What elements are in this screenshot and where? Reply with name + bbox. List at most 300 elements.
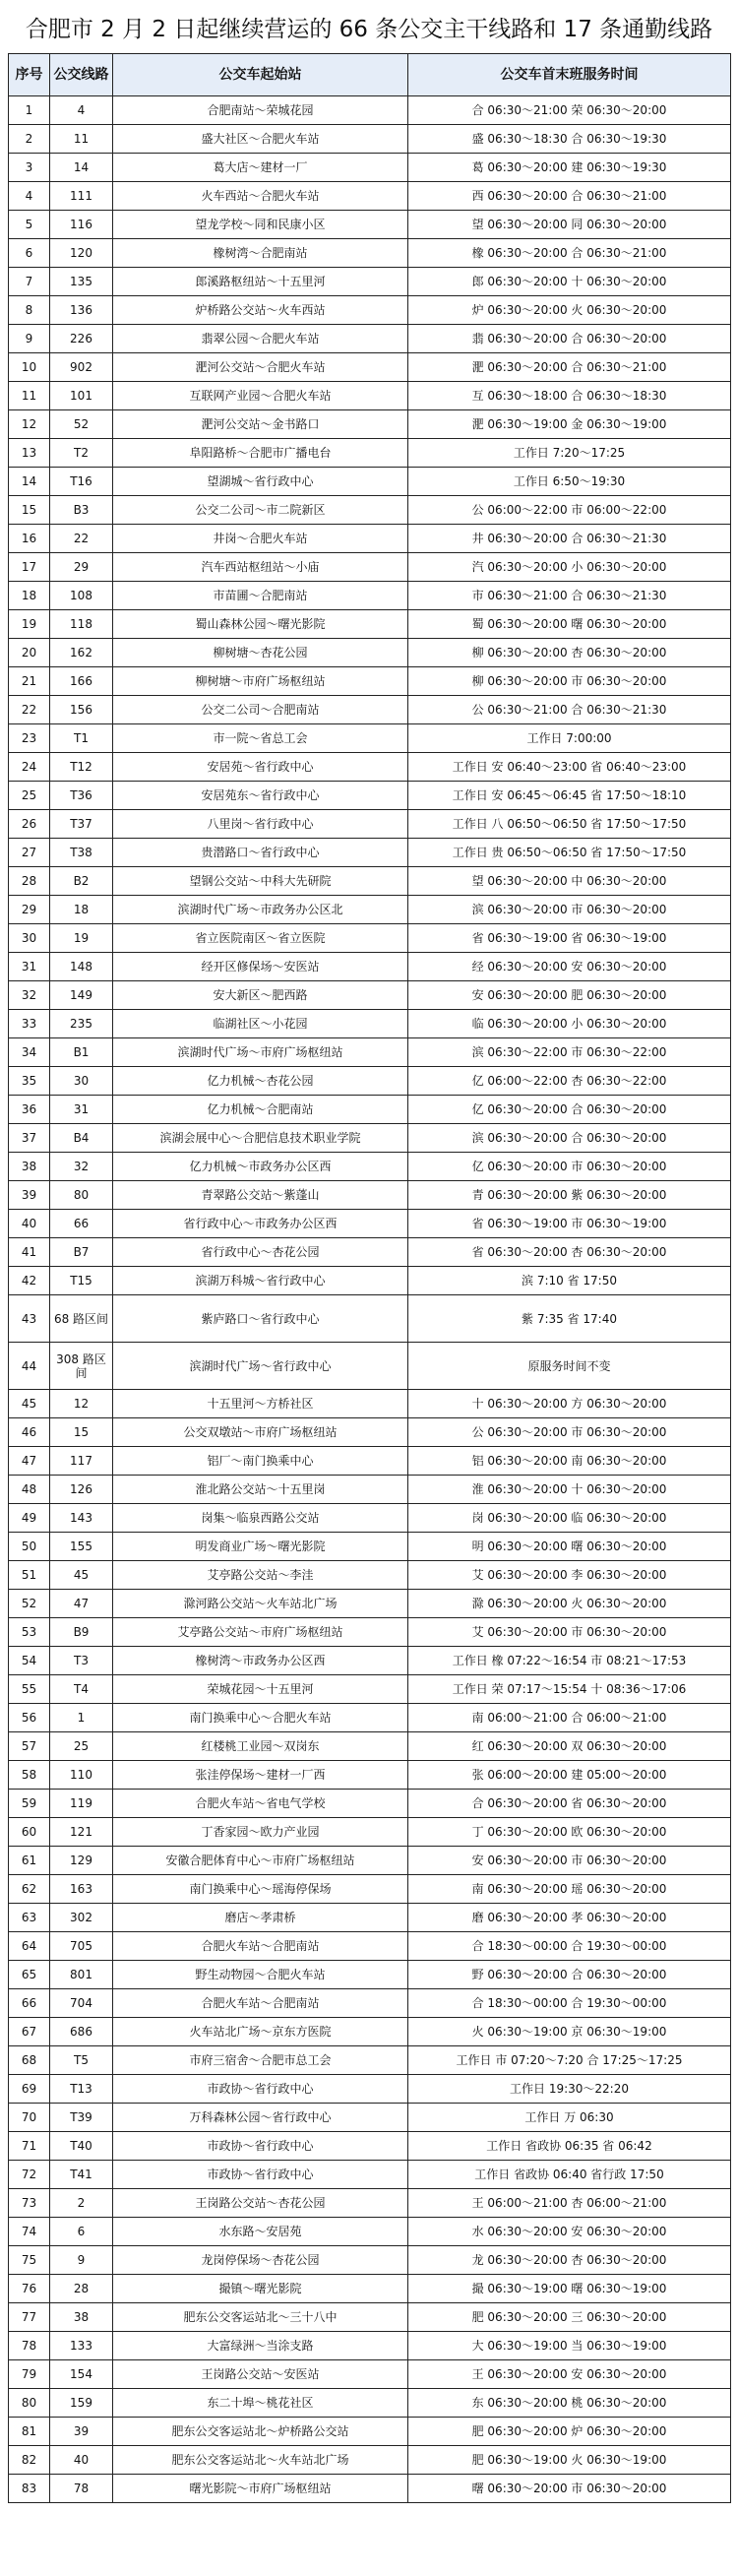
table-row <box>9 353 731 382</box>
cell-stations: 滨湖时代广场～市府广场枢纽站 <box>113 1038 408 1067</box>
cell-stations: 水东路～安居苑 <box>113 2218 408 2246</box>
cell-stations: 火车西站～合肥火车站 <box>113 182 408 211</box>
cell-times: 张 06:00～20:00 建 05:00～20:00 <box>408 1761 731 1790</box>
table-row <box>9 2332 731 2360</box>
cell-times: 淝 06:30～19:00 金 06:30～19:00 <box>408 410 731 439</box>
cell-route: 6 <box>50 2218 113 2246</box>
table-row <box>9 2189 731 2218</box>
cell-stations: 南门换乘中心～合肥火车站 <box>113 1704 408 1732</box>
cell-route: 29 <box>50 553 113 582</box>
cell-stations: 柳树塘～杏花公园 <box>113 639 408 667</box>
cell-times: 工作日 6:50～19:30 <box>408 468 731 496</box>
table-row <box>9 1904 731 1932</box>
cell-stations: 安居苑～省行政中心 <box>113 753 408 782</box>
cell-route: T3 <box>50 1647 113 1675</box>
cell-seq: 31 <box>9 953 50 981</box>
cell-seq: 64 <box>9 1932 50 1961</box>
cell-seq: 60 <box>9 1818 50 1847</box>
cell-seq: 70 <box>9 2104 50 2132</box>
table-row <box>9 296 731 325</box>
cell-stations: 南门换乘中心～瑶海停保场 <box>113 1875 408 1904</box>
table-row <box>9 2218 731 2246</box>
cell-seq: 10 <box>9 353 50 382</box>
cell-seq: 26 <box>9 810 50 839</box>
cell-route: 118 <box>50 610 113 639</box>
cell-times: 岗 06:30～20:00 临 06:30～20:00 <box>408 1504 731 1533</box>
cell-times: 互 06:30～18:00 合 06:30～18:30 <box>408 382 731 410</box>
cell-stations: 张洼停保场～建材一厂西 <box>113 1761 408 1790</box>
cell-seq: 38 <box>9 1153 50 1181</box>
cell-route: 704 <box>50 1989 113 2018</box>
table-row <box>9 211 731 239</box>
cell-seq: 33 <box>9 1010 50 1038</box>
cell-route: 143 <box>50 1504 113 1533</box>
cell-stations: 经开区修保场～安医站 <box>113 953 408 981</box>
cell-seq: 19 <box>9 610 50 639</box>
cell-seq: 71 <box>9 2132 50 2161</box>
cell-route: 38 <box>50 2303 113 2332</box>
cell-seq: 22 <box>9 696 50 724</box>
cell-stations: 公交二公司～合肥南站 <box>113 696 408 724</box>
cell-seq: 55 <box>9 1675 50 1704</box>
table-row <box>9 1790 731 1818</box>
cell-times: 肥 06:30～19:00 火 06:30～19:00 <box>408 2446 731 2475</box>
cell-route: 101 <box>50 382 113 410</box>
table-row <box>9 1181 731 1210</box>
table-row <box>9 1295 731 1343</box>
cell-seq: 63 <box>9 1904 50 1932</box>
cell-route: 1 <box>50 1704 113 1732</box>
cell-stations: 临湖社区～小花园 <box>113 1010 408 1038</box>
cell-route: 28 <box>50 2275 113 2303</box>
cell-stations: 合肥火车站～合肥南站 <box>113 1989 408 2018</box>
cell-route: 19 <box>50 924 113 953</box>
cell-stations: 滁河路公交站～火车站北广场 <box>113 1590 408 1618</box>
table-row <box>9 1476 731 1504</box>
cell-route: 121 <box>50 1818 113 1847</box>
cell-route: T2 <box>50 439 113 468</box>
cell-stations: 橡树湾～市政务办公区西 <box>113 1647 408 1675</box>
table-row <box>9 1647 731 1675</box>
table-row <box>9 1961 731 1989</box>
table-row <box>9 696 731 724</box>
cell-stations: 安居苑东～省行政中心 <box>113 782 408 810</box>
table-row <box>9 1533 731 1561</box>
table-row <box>9 782 731 810</box>
cell-seq: 78 <box>9 2332 50 2360</box>
cell-times: 淝 06:30～20:00 合 06:30～21:00 <box>408 353 731 382</box>
table-row <box>9 382 731 410</box>
cell-seq: 54 <box>9 1647 50 1675</box>
cell-stations: 炉桥路公交站～火车西站 <box>113 296 408 325</box>
cell-stations: 淮北路公交站～十五里岗 <box>113 1476 408 1504</box>
cell-stations: 撮镇～曙光影院 <box>113 2275 408 2303</box>
cell-times: 合 06:30～21:00 荣 06:30～20:00 <box>408 96 731 125</box>
table-row <box>9 724 731 753</box>
cell-seq: 67 <box>9 2018 50 2046</box>
cell-route: 4 <box>50 96 113 125</box>
cell-stations: 火车站北广场～京东方医院 <box>113 2018 408 2046</box>
cell-route: 302 <box>50 1904 113 1932</box>
table-row <box>9 953 731 981</box>
cell-times: 大 06:30～19:00 当 06:30～19:00 <box>408 2332 731 2360</box>
table-row <box>9 1590 731 1618</box>
cell-stations: 翡翠公园～合肥火车站 <box>113 325 408 353</box>
cell-route: 110 <box>50 1761 113 1790</box>
cell-seq: 5 <box>9 211 50 239</box>
table-row <box>9 182 731 211</box>
cell-seq: 57 <box>9 1732 50 1761</box>
cell-seq: 17 <box>9 553 50 582</box>
cell-stations: 公交二公司～市二院新区 <box>113 496 408 525</box>
cell-times: 工作日 省政协 06:35 省 06:42 <box>408 2132 731 2161</box>
cell-times: 艾 06:30～20:00 李 06:30～20:00 <box>408 1561 731 1590</box>
cell-times: 野 06:30～20:00 合 06:30～20:00 <box>408 1961 731 1989</box>
cell-stations: 滨湖万科城～省行政中心 <box>113 1267 408 1295</box>
table-row <box>9 410 731 439</box>
cell-seq: 58 <box>9 1761 50 1790</box>
cell-times: 合 18:30～00:00 合 19:30～00:00 <box>408 1932 731 1961</box>
cell-seq: 36 <box>9 1096 50 1124</box>
table-row <box>9 981 731 1010</box>
cell-stations: 互联网产业园～合肥火车站 <box>113 382 408 410</box>
cell-stations: 亿力机械～市政务办公区西 <box>113 1153 408 1181</box>
cell-stations: 省行政中心～杏花公园 <box>113 1238 408 1267</box>
cell-route: T38 <box>50 839 113 867</box>
cell-seq: 27 <box>9 839 50 867</box>
cell-stations: 岗集～临泉西路公交站 <box>113 1504 408 1533</box>
cell-seq: 42 <box>9 1267 50 1295</box>
cell-times: 西 06:30～20:00 合 06:30～21:00 <box>408 182 731 211</box>
table-row <box>9 2132 731 2161</box>
cell-route: B2 <box>50 867 113 896</box>
table-row <box>9 2104 731 2132</box>
cell-route: 154 <box>50 2360 113 2389</box>
table-row <box>9 839 731 867</box>
table-header-row <box>9 54 731 96</box>
table-row <box>9 639 731 667</box>
cell-stations: 八里岗～省行政中心 <box>113 810 408 839</box>
cell-seq: 11 <box>9 382 50 410</box>
cell-seq: 21 <box>9 667 50 696</box>
cell-route: T39 <box>50 2104 113 2132</box>
cell-stations: 肥东公交客运站北～三十八中 <box>113 2303 408 2332</box>
cell-stations: 葛大店～建材一厂 <box>113 154 408 182</box>
table-row <box>9 1989 731 2018</box>
cell-times: 合 18:30～00:00 合 19:30～00:00 <box>408 1989 731 2018</box>
cell-times: 翡 06:30～20:00 合 06:30～20:00 <box>408 325 731 353</box>
cell-stations: 公交双墩站～市府广场枢纽站 <box>113 1418 408 1447</box>
cell-stations: 郎溪路枢纽站～十五里河 <box>113 268 408 296</box>
table-row <box>9 239 731 268</box>
cell-route: 155 <box>50 1533 113 1561</box>
cell-stations: 柳树塘～市府广场枢纽站 <box>113 667 408 696</box>
table-row <box>9 1418 731 1447</box>
cell-times: 公 06:30～20:00 市 06:30～20:00 <box>408 1418 731 1447</box>
cell-seq: 7 <box>9 268 50 296</box>
cell-route: 308 路区间 <box>50 1343 113 1390</box>
cell-stations: 明发商业广场～曙光影院 <box>113 1533 408 1561</box>
cell-stations: 合肥南站～荣城花园 <box>113 96 408 125</box>
cell-route: 226 <box>50 325 113 353</box>
table-row <box>9 1343 731 1390</box>
table-row <box>9 1932 731 1961</box>
cell-seq: 39 <box>9 1181 50 1210</box>
table-row <box>9 496 731 525</box>
cell-route: 80 <box>50 1181 113 1210</box>
cell-stations: 安徽合肥体育中心～市府广场枢纽站 <box>113 1847 408 1875</box>
cell-route: 2 <box>50 2189 113 2218</box>
table-row <box>9 96 731 125</box>
table-row <box>9 2046 731 2075</box>
cell-stations: 东二十埠～桃花社区 <box>113 2389 408 2418</box>
cell-seq: 3 <box>9 154 50 182</box>
table-row <box>9 867 731 896</box>
cell-seq: 32 <box>9 981 50 1010</box>
table-row <box>9 1561 731 1590</box>
cell-seq: 30 <box>9 924 50 953</box>
cell-times: 安 06:30～20:00 市 06:30～20:00 <box>408 1847 731 1875</box>
table-row <box>9 1504 731 1533</box>
cell-route: 66 <box>50 1210 113 1238</box>
cell-times: 盛 06:30～18:30 合 06:30～19:30 <box>408 125 731 154</box>
cell-route: 47 <box>50 1590 113 1618</box>
cell-route: T40 <box>50 2132 113 2161</box>
cell-times: 工作日 八 06:50～06:50 省 17:50～17:50 <box>408 810 731 839</box>
cell-times: 滨 7:10 省 17:50 <box>408 1267 731 1295</box>
cell-route: 902 <box>50 353 113 382</box>
cell-route: 159 <box>50 2389 113 2418</box>
cell-times: 磨 06:30～20:00 孝 06:30～20:00 <box>408 1904 731 1932</box>
table-row <box>9 268 731 296</box>
cell-seq: 15 <box>9 496 50 525</box>
cell-seq: 65 <box>9 1961 50 1989</box>
cell-times: 工作日 安 06:40～23:00 省 06:40～23:00 <box>408 753 731 782</box>
cell-seq: 73 <box>9 2189 50 2218</box>
cell-route: T13 <box>50 2075 113 2104</box>
cell-stations: 安大新区～肥西路 <box>113 981 408 1010</box>
cell-route: 148 <box>50 953 113 981</box>
cell-route: B7 <box>50 1238 113 1267</box>
cell-route: 14 <box>50 154 113 182</box>
cell-stations: 市一院～省总工会 <box>113 724 408 753</box>
cell-seq: 29 <box>9 896 50 924</box>
cell-times: 原服务时间不变 <box>408 1343 731 1390</box>
cell-route: T41 <box>50 2161 113 2189</box>
cell-route: 25 <box>50 1732 113 1761</box>
cell-stations: 青翠路公交站～紫蓬山 <box>113 1181 408 1210</box>
cell-stations: 橡树湾～合肥南站 <box>113 239 408 268</box>
cell-times: 青 06:30～20:00 紫 06:30～20:00 <box>408 1181 731 1210</box>
cell-route: B3 <box>50 496 113 525</box>
cell-times: 亿 06:30～20:00 市 06:30～20:00 <box>408 1153 731 1181</box>
cell-times: 东 06:30～20:00 桃 06:30～20:00 <box>408 2389 731 2418</box>
cell-times: 工作日 19:30～22:20 <box>408 2075 731 2104</box>
cell-route: T5 <box>50 2046 113 2075</box>
cell-stations: 肥东公交客运站北～炉桥路公交站 <box>113 2418 408 2446</box>
cell-times: 柳 06:30～20:00 杏 06:30～20:00 <box>408 639 731 667</box>
table-row <box>9 1096 731 1124</box>
cell-seq: 53 <box>9 1618 50 1647</box>
cell-seq: 75 <box>9 2246 50 2275</box>
cell-seq: 40 <box>9 1210 50 1238</box>
cell-times: 炉 06:30～20:00 火 06:30～20:00 <box>408 296 731 325</box>
cell-seq: 23 <box>9 724 50 753</box>
cell-seq: 14 <box>9 468 50 496</box>
cell-route: 133 <box>50 2332 113 2360</box>
cell-stations: 荣城花园～十五里河 <box>113 1675 408 1704</box>
cell-route: T16 <box>50 468 113 496</box>
cell-times: 滨 06:30～22:00 市 06:30～22:00 <box>408 1038 731 1067</box>
table-row <box>9 1847 731 1875</box>
cell-seq: 12 <box>9 410 50 439</box>
cell-route: 136 <box>50 296 113 325</box>
cell-stations: 井岗～合肥火车站 <box>113 525 408 553</box>
cell-seq: 28 <box>9 867 50 896</box>
table-row <box>9 582 731 610</box>
cell-times: 郎 06:30～20:00 十 06:30～20:00 <box>408 268 731 296</box>
cell-seq: 82 <box>9 2446 50 2475</box>
cell-times: 滨 06:30～20:00 合 06:30～20:00 <box>408 1124 731 1153</box>
cell-seq: 69 <box>9 2075 50 2104</box>
cell-seq: 47 <box>9 1447 50 1476</box>
cell-stations: 亿力机械～杏花公园 <box>113 1067 408 1096</box>
cell-times: 省 06:30～19:00 市 06:30～19:00 <box>408 1210 731 1238</box>
cell-times: 省 06:30～20:00 杏 06:30～20:00 <box>408 1238 731 1267</box>
table-row <box>9 610 731 639</box>
cell-route: 9 <box>50 2246 113 2275</box>
cell-route: 12 <box>50 1390 113 1418</box>
cell-times: 王 06:30～20:00 安 06:30～20:00 <box>408 2360 731 2389</box>
table-row <box>9 1124 731 1153</box>
cell-stations: 磨店～孝肃桥 <box>113 1904 408 1932</box>
cell-seq: 2 <box>9 125 50 154</box>
table-row <box>9 1210 731 1238</box>
cell-times: 十 06:30～20:00 方 06:30～20:00 <box>408 1390 731 1418</box>
table-row <box>9 439 731 468</box>
table-row <box>9 2275 731 2303</box>
cell-times: 南 06:30～20:00 瑶 06:30～20:00 <box>408 1875 731 1904</box>
cell-stations: 紫庐路口～省行政中心 <box>113 1295 408 1343</box>
cell-times: 经 06:30～20:00 安 06:30～20:00 <box>408 953 731 981</box>
cell-route: 78 <box>50 2475 113 2503</box>
table-row <box>9 1704 731 1732</box>
cell-seq: 72 <box>9 2161 50 2189</box>
cell-times: 省 06:30～19:00 省 06:30～19:00 <box>408 924 731 953</box>
cell-stations: 合肥火车站～合肥南站 <box>113 1932 408 1961</box>
cell-times: 亿 06:00～22:00 杏 06:30～22:00 <box>408 1067 731 1096</box>
cell-seq: 74 <box>9 2218 50 2246</box>
table-row <box>9 2303 731 2332</box>
cell-times: 淮 06:30～20:00 十 06:30～20:00 <box>408 1476 731 1504</box>
table-row <box>9 1010 731 1038</box>
cell-route: T15 <box>50 1267 113 1295</box>
cell-route: 119 <box>50 1790 113 1818</box>
table-row <box>9 924 731 953</box>
table-row <box>9 753 731 782</box>
cell-seq: 77 <box>9 2303 50 2332</box>
cell-times: 肥 06:30～20:00 三 06:30～20:00 <box>408 2303 731 2332</box>
table-row <box>9 468 731 496</box>
cell-stations: 艾亭路公交站～李洼 <box>113 1561 408 1590</box>
cell-route: 40 <box>50 2446 113 2475</box>
table-row <box>9 2389 731 2418</box>
cell-route: 45 <box>50 1561 113 1590</box>
cell-times: 撮 06:30～19:00 曙 06:30～19:00 <box>408 2275 731 2303</box>
cell-route: 120 <box>50 239 113 268</box>
cell-times: 铝 06:30～20:00 南 06:30～20:00 <box>408 1447 731 1476</box>
cell-stations: 曙光影院～市府广场枢纽站 <box>113 2475 408 2503</box>
cell-seq: 49 <box>9 1504 50 1533</box>
cell-route: T37 <box>50 810 113 839</box>
header-times: 公交车首末班服务时间 <box>408 54 731 96</box>
cell-times: 丁 06:30～20:00 欧 06:30～20:00 <box>408 1818 731 1847</box>
cell-route: 32 <box>50 1153 113 1181</box>
cell-times: 南 06:00～21:00 合 06:00～21:00 <box>408 1704 731 1732</box>
cell-stations: 铝厂～南门换乘中心 <box>113 1447 408 1476</box>
cell-times: 红 06:30～20:00 双 06:30～20:00 <box>408 1732 731 1761</box>
cell-times: 葛 06:30～20:00 建 06:30～19:30 <box>408 154 731 182</box>
cell-times: 龙 06:30～20:00 杏 06:30～20:00 <box>408 2246 731 2275</box>
cell-times: 合 06:30～20:00 省 06:30～20:00 <box>408 1790 731 1818</box>
cell-stations: 大富绿洲～当涂支路 <box>113 2332 408 2360</box>
cell-route: 117 <box>50 1447 113 1476</box>
page-title: 合肥市 2 月 2 日起继续营运的 66 条公交主干线路和 17 条通勤线路 <box>25 16 713 42</box>
cell-route: 30 <box>50 1067 113 1096</box>
cell-route: 11 <box>50 125 113 154</box>
cell-times: 曙 06:30～20:00 市 06:30～20:00 <box>408 2475 731 2503</box>
cell-route: B1 <box>50 1038 113 1067</box>
cell-stations: 野生动物园～合肥火车站 <box>113 1961 408 1989</box>
cell-seq: 44 <box>9 1343 50 1390</box>
cell-stations: 亿力机械～合肥南站 <box>113 1096 408 1124</box>
cell-route: 163 <box>50 1875 113 1904</box>
cell-route: 22 <box>50 525 113 553</box>
table-row <box>9 2418 731 2446</box>
cell-stations: 滨湖时代广场～省行政中心 <box>113 1343 408 1390</box>
cell-route: 39 <box>50 2418 113 2446</box>
cell-times: 水 06:30～20:00 安 06:30～20:00 <box>408 2218 731 2246</box>
table-row <box>9 2246 731 2275</box>
table-row <box>9 1732 731 1761</box>
cell-seq: 35 <box>9 1067 50 1096</box>
cell-times: 肥 06:30～20:00 炉 06:30～20:00 <box>408 2418 731 2446</box>
cell-route: 126 <box>50 1476 113 1504</box>
cell-stations: 合肥火车站～省电气学校 <box>113 1790 408 1818</box>
cell-route: 108 <box>50 582 113 610</box>
table-row <box>9 1067 731 1096</box>
cell-times: 滁 06:30～20:00 火 06:30～20:00 <box>408 1590 731 1618</box>
cell-seq: 51 <box>9 1561 50 1590</box>
table-row <box>9 2360 731 2389</box>
cell-route: T4 <box>50 1675 113 1704</box>
table-row <box>9 2475 731 2503</box>
table-row <box>9 810 731 839</box>
cell-stations: 万科森林公园～省行政中心 <box>113 2104 408 2132</box>
table-row <box>9 667 731 696</box>
cell-times: 工作日 7:20～17:25 <box>408 439 731 468</box>
cell-times: 公 06:30～21:00 合 06:30～21:30 <box>408 696 731 724</box>
cell-stations: 王岗路公交站～杏花公园 <box>113 2189 408 2218</box>
cell-times: 望 06:30～20:00 中 06:30～20:00 <box>408 867 731 896</box>
cell-seq: 61 <box>9 1847 50 1875</box>
cell-seq: 59 <box>9 1790 50 1818</box>
cell-seq: 56 <box>9 1704 50 1732</box>
cell-times: 望 06:30～20:00 同 06:30～20:00 <box>408 211 731 239</box>
table-row <box>9 154 731 182</box>
cell-stations: 望湖城～省行政中心 <box>113 468 408 496</box>
cell-seq: 20 <box>9 639 50 667</box>
